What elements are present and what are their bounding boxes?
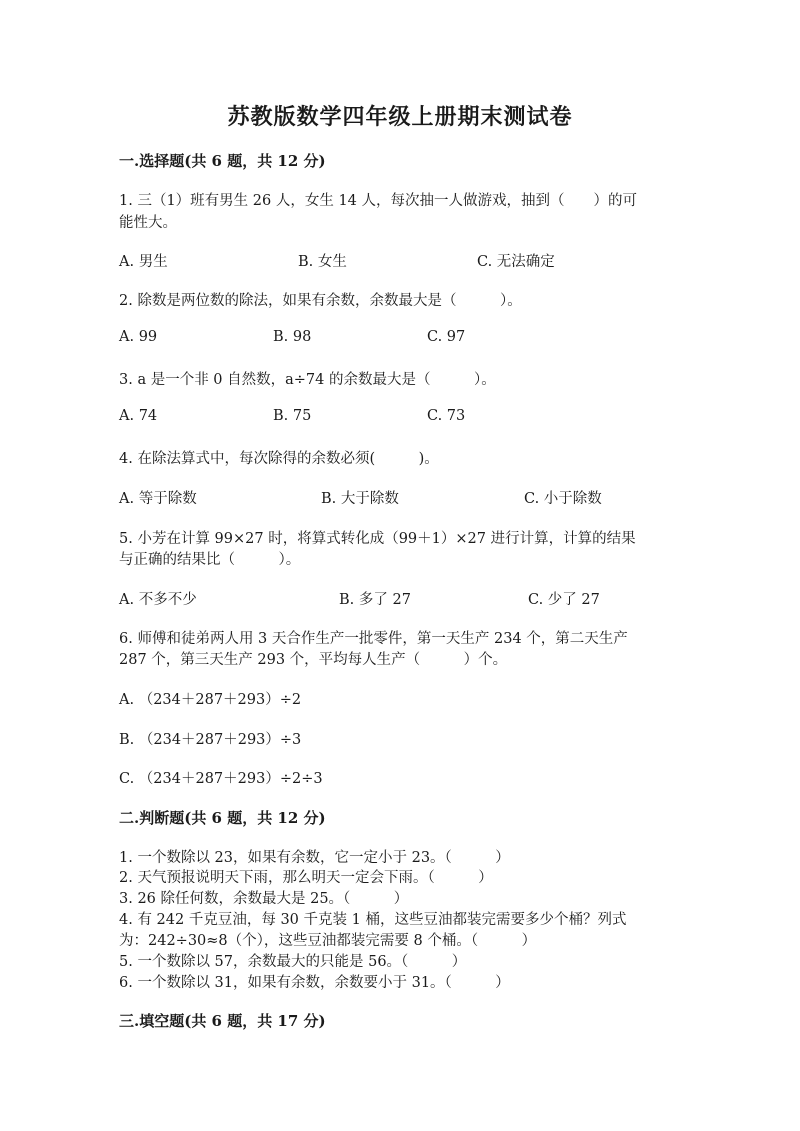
q4-option-a: A. 等于除数 [119,491,197,507]
judgement-item: 5. 一个数除以 57，余数最大的只能是 56。（ ） [119,954,467,970]
q6-text-line2: 287 个，第三天生产 293 个，平均每人生产（ ）个。 [119,652,508,668]
q5-text-line2: 与正确的结果比（ ）。 [119,552,301,568]
q3-option-c: C. 73 [427,408,466,424]
q1-text-line1: 1. 三（1）班有男生 26 人，女生 14 人，每次抽一人做游戏，抽到（ ）的可 [119,193,638,209]
q6-text-line1: 6. 师傅和徒弟两人用 3 天合作生产一批零件，第一天生产 234 个，第二天生产 [119,631,628,647]
section-heading-choice: 一.选择题(共 6 题，共 12 分) [119,152,326,170]
judgement-item: 2. 天气预报说明天下雨，那么明天一定会下雨。（ ） [119,870,493,886]
q5-option-a: A. 不多不少 [119,592,197,608]
page-title: 苏教版数学四年级上册期末测试卷 [227,104,573,130]
q6-option-b: B. （234＋287＋293）÷3 [119,732,302,748]
q1-option-a: A. 男生 [119,254,168,270]
q5-text-line1: 5. 小芳在计算 99×27 时，将算式转化成（99＋1）×27 进行计算，计算的结果 [119,531,636,547]
judgement-item: 1. 一个数除以 23，如果有余数，它一定小于 23。（ ） [119,850,510,866]
q3-text: 3. a 是一个非 0 自然数，a÷74 的余数最大是（ ）。 [119,372,496,388]
q3-option-a: A. 74 [119,408,158,424]
q2-option-a: A. 99 [119,329,158,345]
q2-option-c: C. 97 [427,329,466,345]
q5-option-c: C. 少了 27 [528,592,600,608]
judgement-item-continued: 为：242÷30≈8（个），这些豆油都装完需要 8 个桶。（ ） [119,933,537,949]
q2-text: 2. 除数是两位数的除法，如果有余数，余数最大是（ ）。 [119,293,522,309]
q4-option-c: C. 小于除数 [524,491,602,507]
section-heading-fill-in: 三.填空题(共 6 题，共 17 分) [119,1012,326,1030]
judgement-item: 6. 一个数除以 31，如果有余数，余数要小于 31。（ ） [119,975,510,991]
q5-option-b: B. 多了 27 [339,592,411,608]
q1-text-line2: 能性大。 [119,215,177,231]
judgement-item: 4. 有 242 千克豆油，每 30 千克装 1 桶，这些豆油都装完需要多少个桶？列式 [119,912,627,928]
judgement-item: 3. 26 除任何数，余数最大是 25。（ ） [119,891,409,907]
q6-option-c: C. （234＋287＋293）÷2÷3 [119,771,323,787]
q2-option-b: B. 98 [273,329,312,345]
section-heading-judgement: 二.判断题(共 6 题，共 12 分) [119,809,326,827]
q4-text: 4. 在除法算式中，每次除得的余数必须( )。 [119,451,439,467]
q1-option-b: B. 女生 [298,254,347,270]
q1-option-c: C. 无法确定 [477,254,555,270]
q3-option-b: B. 75 [273,408,312,424]
q4-option-b: B. 大于除数 [321,491,399,507]
q6-option-a: A. （234＋287＋293）÷2 [119,692,302,708]
